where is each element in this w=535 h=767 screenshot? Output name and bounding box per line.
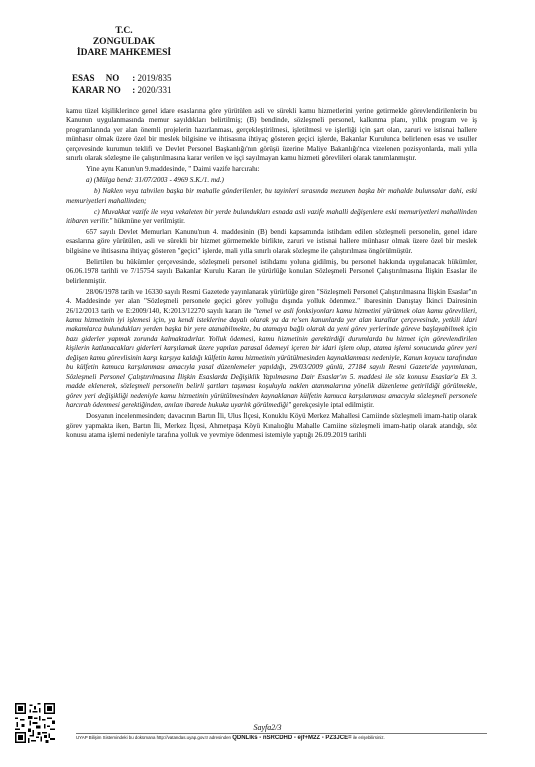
paragraph: 28/06/1978 tarih ve 16330 sayılı Resmi Gazetede yayınlanarak yürürlüğe giren "Sözleşmeli Personel Çalıştırılmasına İlişkin Esaslar"ın 4. Maddesinde yer alan "Sözleşmeli personele geçici görev yolluğu dışında yolluk ödenmez." ibaresinin Danıştay İkinci Dairesinin 26/12/2013 tarih ve E:2009/140, K:2013/12270 sayılı kararı ile "temel ve asli fonksiyonları kamu hizmetini yürütmek olan kamu görevlileri, kamu hizmetinin iyi işlemesi için, ya kendi isteklerine dayalı olarak ya da re'sen kanunlarda yer alan kurallar çerçevesinde, yetkili idari makamlarca bulundukları yerden başka bir yere atanabilmekte, bu atamaya bağlı olarak da yeni görev yerlerinde göreve başlayabilmek için bazı giderler yapmak zorunda kalmaktadırlar. Yolluk ödemesi, kamu hizmetinin gerektirdiği durumlarda bu hizmet için görevlendirilen kişilerin katlanacakları giderleri karşılamak üzere yapılan parasal ödemeyi içeren bir idari işlem olup, atama işlemi sonucunda görev yeri değişen kamu görevlisinin karşı karşıya kaldığı külfetin kamu hizmetinin yürütülmesinden kaynaklanması nedeniyle, Kanun koyucu tarafından bu külfetin kamuca karşılanması amacıyla yasal düzenlemeler yapıldığı, 29/03/2009 günlü, 27184 sayılı Resmi Gazete'de yayımlanan, Sözleşmeli Personel Çalıştırılmasına İlişkin Esaslarda Değişiklik Yapılmasına Dair Esaslar'ın 5. maddesi ile söz konusu Esaslar'a Ek 3. madde eklenerek, sözleşmeli personelin belirli şartları taşıması koşuluyla naklen atanmalarına yönelik düzenleme getirildiği görülmekle, görev yeri değişikliği nedeniyle kamu hizmetinin yürütülmesinden kaynaklanan külfetin kamuca karşılanması amacıyla sözleşmeli personele harcırah ödenmesi gerektiğinden, anılan ibarede hukuka uyarlık görülmediği" gerekçesiyle iptal edilmiştir. xyxy=(66,287,477,410)
esas-value: 2019/835 xyxy=(137,73,172,83)
header-tc: T.C. xyxy=(115,26,133,36)
paragraph: 657 sayılı Devlet Memurları Kanunu'nun 4. maddesinin (B) bendi kapsamında istihdam edilen sözleşmeli personelin, genel idare esaslarına göre yürütülen, asli ve sürekli bir hizmet görmemekle birlikte, zaruri ve istisnai hallere münhasır olmak üzere özel bir meslek bilgisine ve ihtisasına ihtiyaç gösteren "geçici" işlerde, mali yılla sınırlı olarak sözleşme ile çalıştırılması öngörülmüştür. xyxy=(66,227,477,255)
esas-row: ESAS NO : 2019/835 xyxy=(72,73,172,83)
verification-code: QDNLlks - nSRCDHD - ejf+M2Z - PZ3JCE= xyxy=(232,735,352,741)
esas-label: ESAS NO xyxy=(72,73,120,83)
paragraph: Belirtilen bu hükümler çerçevesinde, sözleşmeli personel istihdamı yoluna gidilmiş, bu personel hakkında uygulanacak hükümler, 06.06.1978 tarihli ve 7/15754 sayılı Bakanlar Kurulu Kararı ile yürürlüğe konulan Sözleşmeli Personel Çalıştırılmasına İlişkin Esaslar ile belirlenmiştir. xyxy=(66,257,477,285)
paragraph: a) (Mülga bend: 31/07/2003 - 4969 S.K./1. md.) xyxy=(86,176,224,185)
header-court: İDARE MAHKEMESİ xyxy=(76,48,172,58)
karar-value: 2020/331 xyxy=(137,85,172,95)
paragraph: kamu tüzel kişiliklerince genel idare esaslarına göre yürütülen asli ve sürekli kamu hizmetlerini yerine getirmekle görevlendirilenlerin bu Kanunun uygulanmasında memur sayıldıkları belirtilmiş; (B) bendinde, sözleşmeli personel, kalkınma planı, yıllık program ve iş programlarında yer alan önemli projelerin hazırlanması, gerçekleştirilmesi, işletilmesi ve işlerliği için şart olan, zaruri ve istisnai hallere münhasır olmak üzere özel bir meslek bilgisine ve ihtisasına ihtiyaç gösteren geçici işlerde, Bakanlar Kurulunca belirlenen esas ve usuller çerçevesinde kurumun teklifi ve Devlet Personel Başkanlığı'nın görüşü üzerine Maliye Bakanlığı'nca vizelenen pozisyonlarda, mali yılla sınırlı olarak sözleşme ile çalıştırılmasına karar verilen ve işçi sayılmayan kamu hizmeti görevlileri olarak tanımlanmıştır. xyxy=(66,107,477,163)
paragraph: c) Muvakkat vazife ile veya vekaleten bir yerde bulundukları esnada asli vazife mahalli değişenlere eski memuriyetleri mahallinden itibaren verilir." hükmüne yer verilmiştir. xyxy=(66,207,477,225)
footer-divider xyxy=(76,733,487,734)
court-header xyxy=(64,26,184,59)
case-meta xyxy=(72,72,172,96)
paragraph: Dosyanın incelenmesinden; davacının Bartın İli, Ulus İlçesi, Konuklu Köyü Merkez Mahallesi Camiinde sözleşmeli imam-hatip olarak görev yapmakta iken, Bartın İli, Merkez İlçesi, Ahmetpaşa Köyü Kınalıoğlu Mahalle Camiine sözleşmeli imam-hatip olarak atandığı, söz konusu atama işlemi nedeniyle tarafına yolluk ve yevmiye ödenmesi istemiyle yaptığı 26.09.2019 tarihli xyxy=(66,412,477,439)
header-city: ZONGULDAK xyxy=(92,37,156,47)
document-body xyxy=(66,107,477,442)
paragraph: b) Naklen veya tahvilen başka bir mahalle gönderilenler, bu tayinleri sırasında mezunen başka bir mahalde bulunsalar dahi, eski memuriyetleri mahallinden; xyxy=(66,187,477,205)
page-number: Sayfa2/3 xyxy=(253,723,282,732)
paragraph: Yine aynı Kanun'un 9.maddesinde, " Daimi vazife harcırahı: xyxy=(86,165,260,174)
karar-label: KARAR NO xyxy=(72,85,121,95)
karar-row: KARAR NO : 2020/331 xyxy=(72,85,172,95)
footer-verification: UYAP Bilişim Sistemindeki bu dokümana http://vatandas.uyap.gov.tr adresinden QDNLlks - nSRCDHD - ejf+M2Z - PZ3JCE= ile erişebilirsiniz. xyxy=(76,735,385,741)
